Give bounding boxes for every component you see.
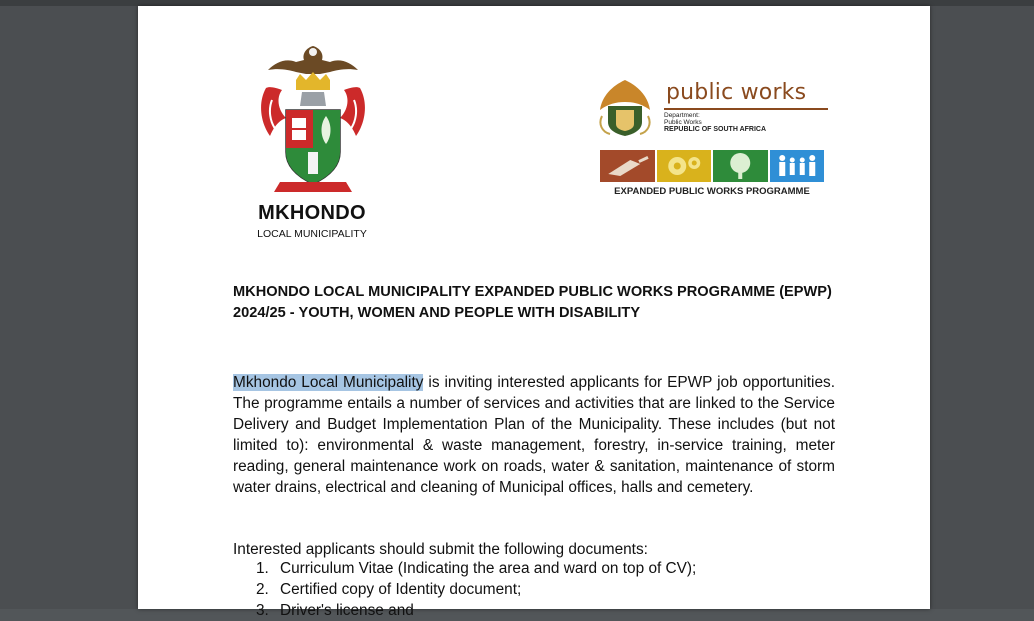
document-title: MKHONDO LOCAL MUNICIPALITY EXPANDED PUBLIC WORKS PROGRAMME (EPWP) 2024/25 - YOUTH, WOMEN AND PEOPLE WITH DISABILITY	[233, 284, 832, 321]
programme-label: EXPANDED PUBLIC WORKS PROGRAMME	[614, 186, 810, 197]
list-number: 2.	[256, 581, 269, 598]
public-works-logo	[594, 76, 834, 200]
list-text: Curriculum Vitae (Indicating the area and ward on top of CV);	[280, 560, 697, 577]
municipality-subtitle: LOCAL MUNICIPALITY	[257, 228, 367, 240]
list-item	[256, 600, 816, 621]
municipality-name: MKHONDO	[258, 202, 366, 224]
public-works-rule	[664, 108, 828, 110]
list-number: 1.	[256, 560, 269, 577]
paragraph-text: is inviting interested applicants for EPWP job opportunities. The programme entails a number of services and activities that are linked to the Service Delivery and Budget Implementation Plan of the Municipality. These includes (but not limited to): environmental & waste management, forestry, in-service training, meter reading, general maintenance work on roads, water & sanitation, maintenance of storm water drains, electrical and cleaning of Municipal offices, halls and cemetery.	[233, 374, 835, 496]
list-item	[256, 579, 816, 600]
mkhondo-crest-logo	[256, 40, 370, 200]
south-africa-coat-of-arms-icon	[594, 76, 656, 138]
document-page	[138, 6, 930, 619]
tree-icon	[713, 150, 768, 182]
viewer-right-gutter	[930, 6, 1034, 609]
department-country: REPUBLIC OF SOUTH AFRICA	[664, 126, 767, 133]
viewer-left-gutter	[0, 6, 138, 609]
documents-list	[256, 558, 816, 621]
department-line: Public Works	[664, 119, 702, 126]
list-item	[256, 558, 816, 579]
trowel-icon	[600, 150, 655, 182]
highlighted-selection[interactable]: Mkhondo Local Municipality	[233, 374, 424, 391]
epwp-icon-strip	[600, 150, 824, 182]
people-icon	[770, 150, 825, 182]
public-works-title: public works	[666, 80, 807, 105]
list-text: Driver's license and	[280, 602, 414, 619]
list-number: 3.	[256, 602, 269, 619]
intro-paragraph	[233, 372, 835, 498]
documents-intro: Interested applicants should submit the following documents:	[233, 541, 648, 558]
gears-icon	[657, 150, 712, 182]
department-label	[664, 112, 766, 133]
list-text: Certified copy of Identity document;	[280, 581, 522, 598]
department-line: Department:	[664, 112, 700, 119]
